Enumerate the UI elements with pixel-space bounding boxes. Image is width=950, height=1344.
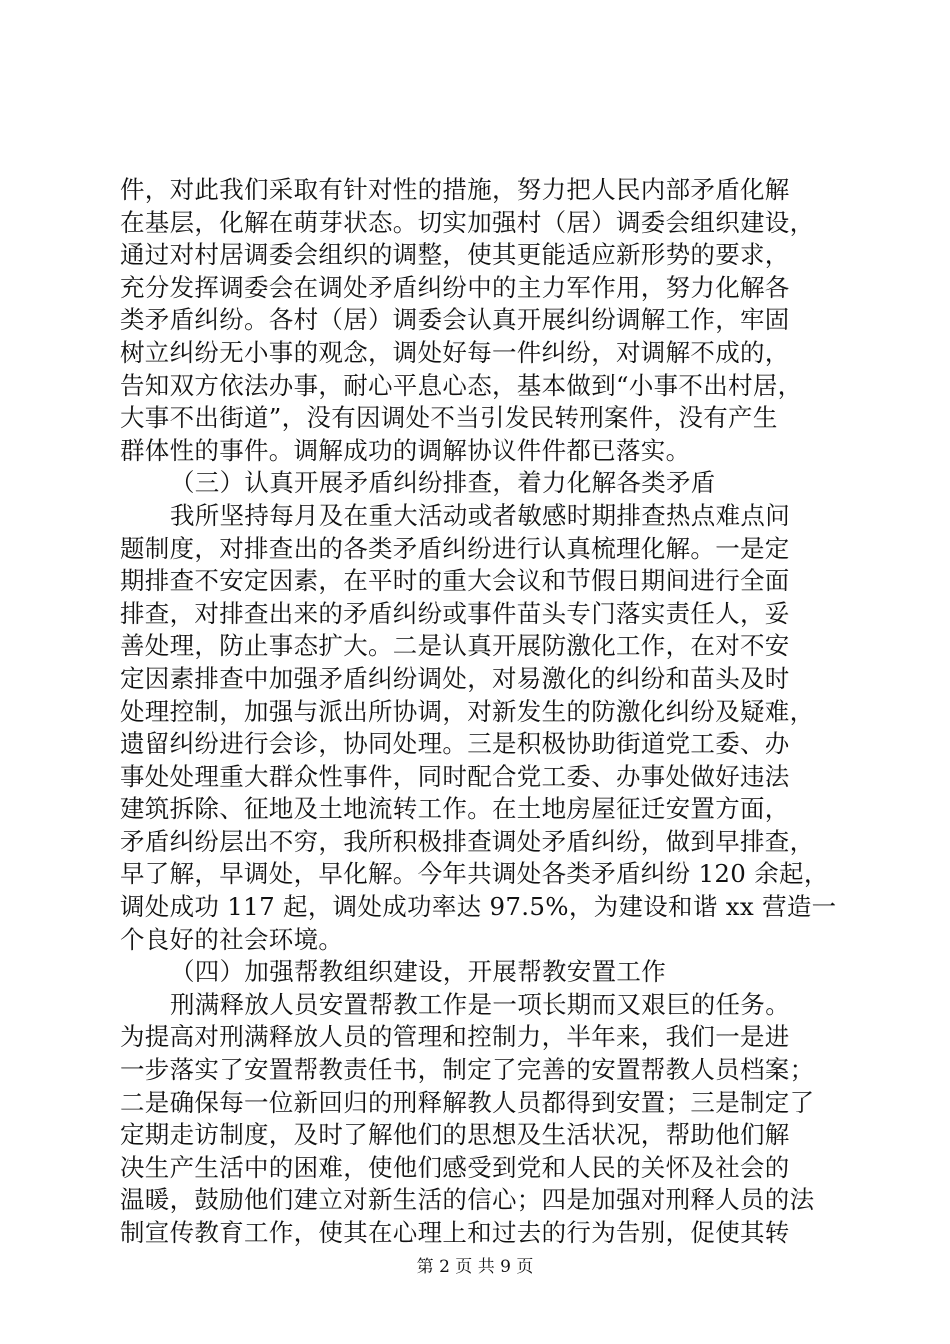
- text-line: 排查，对排查出来的矛盾纠纷或事件苗头专门落实责任人，妥: [120, 598, 790, 628]
- text-line: 群体性的事件。调解成功的调解协议件件都已落实。: [120, 435, 691, 465]
- text-line: 早了解，早调处，早化解。今年共调处各类矛盾纠纷 120 余起，: [120, 859, 829, 889]
- text-line: 刑满释放人员安置帮教工作是一项长期而又艰巨的任务。: [170, 989, 790, 1019]
- text-line: 题制度，对排查出的各类矛盾纠纷进行认真梳理化解。一是定: [120, 533, 790, 563]
- section-heading: （四）加强帮教组织建设，开展帮教安置工作: [170, 957, 666, 987]
- text-line: 处理控制，加强与派出所协调，对新发生的防激化纠纷及疑难，: [120, 696, 815, 726]
- text-line: 期排查不安定因素，在平时的重大会议和节假日期间进行全面: [120, 566, 790, 596]
- text-line: 定因素排查中加强矛盾纠纷调处，对易激化的纠纷和苗头及时: [120, 663, 790, 693]
- text-line: 决生产生活中的困难，使他们感受到党和人民的关怀及社会的: [120, 1152, 790, 1182]
- text-line: 通过对村居调委会组织的调整，使其更能适应新形势的要求，: [120, 240, 790, 270]
- text-line: 事处处理重大群众性事件，同时配合党工委、办事处做好违法: [120, 761, 790, 791]
- text-line: 调处成功 117 起，调处成功率达 97.5%，为建设和谐 xx 营造一: [120, 892, 837, 922]
- text-line: 遗留纠纷进行会诊，协同处理。三是积极协助街道党工委、办: [120, 729, 790, 759]
- text-line: 件，对此我们采取有针对性的措施，努力把人民内部矛盾化解: [120, 175, 790, 204]
- body-text: [120, 174, 840, 1250]
- text-line: 制宣传教育工作，使其在心理上和过去的行为告别，促使其转: [120, 1218, 790, 1247]
- text-line: 在基层，化解在萌芽状态。切实加强村（居）调委会组织建设，: [120, 207, 815, 237]
- text-line: 矛盾纠纷层出不穷，我所积极排查调处矛盾纠纷，做到早排查，: [120, 826, 815, 856]
- text-line: 二是确保每一位新回归的刑释解教人员都得到安置；三是制定了: [120, 1087, 815, 1117]
- text-line: 类矛盾纠纷。各村（居）调委会认真开展纠纷调解工作，牢固: [120, 305, 790, 335]
- page-number-footer: 第 2 页 共 9 页: [416, 1257, 534, 1277]
- text-line: 善处理，防止事态扩大。二是认真开展防激化工作，在对不安: [120, 631, 790, 661]
- text-line: 树立纠纷无小事的观念，调处好每一件纠纷，对调解不成的，: [120, 337, 790, 367]
- text-line: 建筑拆除、征地及土地流转工作。在土地房屋征迁安置方面，: [120, 794, 790, 824]
- text-line: 充分发挥调委会在调处矛盾纠纷中的主力军作用，努力化解各: [120, 272, 790, 302]
- text-line: 定期走访制度，及时了解他们的思想及生活状况，帮助他们解: [120, 1120, 790, 1150]
- section-heading: （三）认真开展矛盾纠纷排查，着力化解各类矛盾: [170, 468, 716, 498]
- text-line: 为提高对刑满释放人员的管理和控制力，半年来，我们一是进: [120, 1022, 790, 1052]
- text-line: 一步落实了安置帮教责任书，制定了完善的安置帮教人员档案；: [120, 1055, 815, 1085]
- text-line: 大事不出街道”，没有因调处不当引发民转刑案件，没有产生: [120, 403, 778, 433]
- text-line: 个良好的社会环境。: [120, 924, 344, 954]
- text-line: 我所坚持每月及在重大活动或者敏感时期排查热点难点问: [170, 500, 790, 530]
- text-line: 温暖，鼓励他们建立对新生活的信心；四是加强对刑释人员的法: [120, 1185, 815, 1215]
- text-line: 告知双方依法办事，耐心平息心态，基本做到“小事不出村居，: [120, 370, 803, 400]
